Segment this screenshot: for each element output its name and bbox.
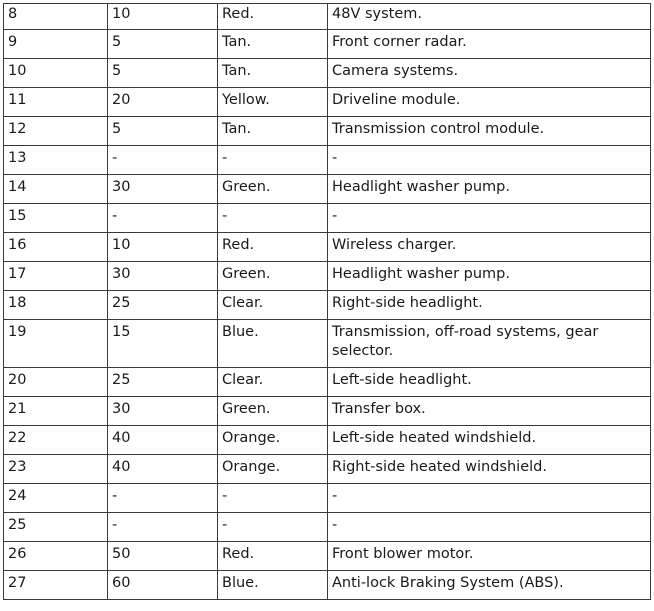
amperage-cell: - — [108, 513, 218, 542]
amperage-cell: 20 — [108, 88, 218, 117]
amperage-cell: 30 — [108, 262, 218, 291]
amperage-cell: 5 — [108, 117, 218, 146]
fuse-number-cell: 23 — [4, 455, 108, 484]
table-row — [4, 30, 651, 59]
circuit-description-cell: Left-side headlight. — [328, 368, 651, 397]
amperage-cell: 5 — [108, 30, 218, 59]
fuse-number-cell: 20 — [4, 368, 108, 397]
amperage-cell: - — [108, 484, 218, 513]
table-row — [4, 88, 651, 117]
fuse-table — [3, 3, 651, 600]
table-row — [4, 4, 651, 30]
fuse-number-cell: 17 — [4, 262, 108, 291]
circuit-description-cell: Camera systems. — [328, 59, 651, 88]
fuse-number-cell: 13 — [4, 146, 108, 175]
circuit-description-cell: Right-side heated windshield. — [328, 455, 651, 484]
table-row — [4, 513, 651, 542]
fuse-number-cell: 9 — [4, 30, 108, 59]
fuse-number-cell: 19 — [4, 320, 108, 368]
circuit-description-cell: - — [328, 146, 651, 175]
circuit-description-cell: Transmission control module. — [328, 117, 651, 146]
fuse-color-cell: Green. — [218, 175, 328, 204]
table-row — [4, 262, 651, 291]
table-row — [4, 368, 651, 397]
circuit-description-cell: Front corner radar. — [328, 30, 651, 59]
fuse-color-cell: Clear. — [218, 368, 328, 397]
fuse-color-cell: - — [218, 513, 328, 542]
circuit-description-cell: Wireless charger. — [328, 233, 651, 262]
fuse-color-cell: - — [218, 484, 328, 513]
fuse-number-cell: 21 — [4, 397, 108, 426]
circuit-description-cell: Right-side headlight. — [328, 291, 651, 320]
fuse-color-cell: Clear. — [218, 291, 328, 320]
fuse-color-cell: Orange. — [218, 455, 328, 484]
amperage-cell: - — [108, 204, 218, 233]
table-row — [4, 320, 651, 368]
table-row — [4, 204, 651, 233]
fuse-color-cell: - — [218, 146, 328, 175]
circuit-description-cell: Driveline module. — [328, 88, 651, 117]
amperage-cell: 10 — [108, 4, 218, 30]
fuse-table-container — [3, 3, 651, 600]
fuse-number-cell: 22 — [4, 426, 108, 455]
fuse-color-cell: Blue. — [218, 571, 328, 600]
fuse-color-cell: Red. — [218, 542, 328, 571]
table-row — [4, 484, 651, 513]
fuse-table-body — [4, 4, 651, 600]
fuse-color-cell: Blue. — [218, 320, 328, 368]
fuse-number-cell: 24 — [4, 484, 108, 513]
fuse-color-cell: Green. — [218, 397, 328, 426]
fuse-number-cell: 10 — [4, 59, 108, 88]
table-row — [4, 291, 651, 320]
table-row — [4, 397, 651, 426]
fuse-color-cell: Green. — [218, 262, 328, 291]
table-row — [4, 542, 651, 571]
fuse-number-cell: 26 — [4, 542, 108, 571]
fuse-color-cell: Red. — [218, 233, 328, 262]
amperage-cell: 50 — [108, 542, 218, 571]
fuse-color-cell: Orange. — [218, 426, 328, 455]
fuse-color-cell: Tan. — [218, 59, 328, 88]
fuse-color-cell: Yellow. — [218, 88, 328, 117]
table-row — [4, 175, 651, 204]
amperage-cell: 25 — [108, 368, 218, 397]
table-row — [4, 455, 651, 484]
fuse-number-cell: 16 — [4, 233, 108, 262]
circuit-description-cell: Front blower motor. — [328, 542, 651, 571]
amperage-cell: 40 — [108, 455, 218, 484]
amperage-cell: 25 — [108, 291, 218, 320]
amperage-cell: 40 — [108, 426, 218, 455]
amperage-cell: - — [108, 146, 218, 175]
table-row — [4, 117, 651, 146]
table-row — [4, 59, 651, 88]
fuse-number-cell: 11 — [4, 88, 108, 117]
fuse-color-cell: Tan. — [218, 30, 328, 59]
circuit-description-cell: - — [328, 484, 651, 513]
fuse-number-cell: 15 — [4, 204, 108, 233]
circuit-description-cell: Headlight washer pump. — [328, 262, 651, 291]
fuse-color-cell: - — [218, 204, 328, 233]
fuse-number-cell: 18 — [4, 291, 108, 320]
circuit-description-cell: Transfer box. — [328, 397, 651, 426]
table-row — [4, 146, 651, 175]
amperage-cell: 60 — [108, 571, 218, 600]
table-row — [4, 233, 651, 262]
fuse-number-cell: 8 — [4, 4, 108, 30]
circuit-description-cell: Headlight washer pump. — [328, 175, 651, 204]
fuse-number-cell: 25 — [4, 513, 108, 542]
table-row — [4, 426, 651, 455]
amperage-cell: 30 — [108, 175, 218, 204]
amperage-cell: 5 — [108, 59, 218, 88]
circuit-description-cell: - — [328, 204, 651, 233]
fuse-color-cell: Tan. — [218, 117, 328, 146]
fuse-color-cell: Red. — [218, 4, 328, 30]
amperage-cell: 15 — [108, 320, 218, 368]
fuse-number-cell: 12 — [4, 117, 108, 146]
circuit-description-cell: 48V system. — [328, 4, 651, 30]
fuse-number-cell: 14 — [4, 175, 108, 204]
fuse-number-cell: 27 — [4, 571, 108, 600]
amperage-cell: 30 — [108, 397, 218, 426]
table-row — [4, 571, 651, 600]
circuit-description-cell: - — [328, 513, 651, 542]
circuit-description-cell: Anti-lock Braking System (ABS). — [328, 571, 651, 600]
amperage-cell: 10 — [108, 233, 218, 262]
circuit-description-cell: Transmission, off-road systems, gear selector. — [328, 320, 651, 368]
circuit-description-cell: Left-side heated windshield. — [328, 426, 651, 455]
